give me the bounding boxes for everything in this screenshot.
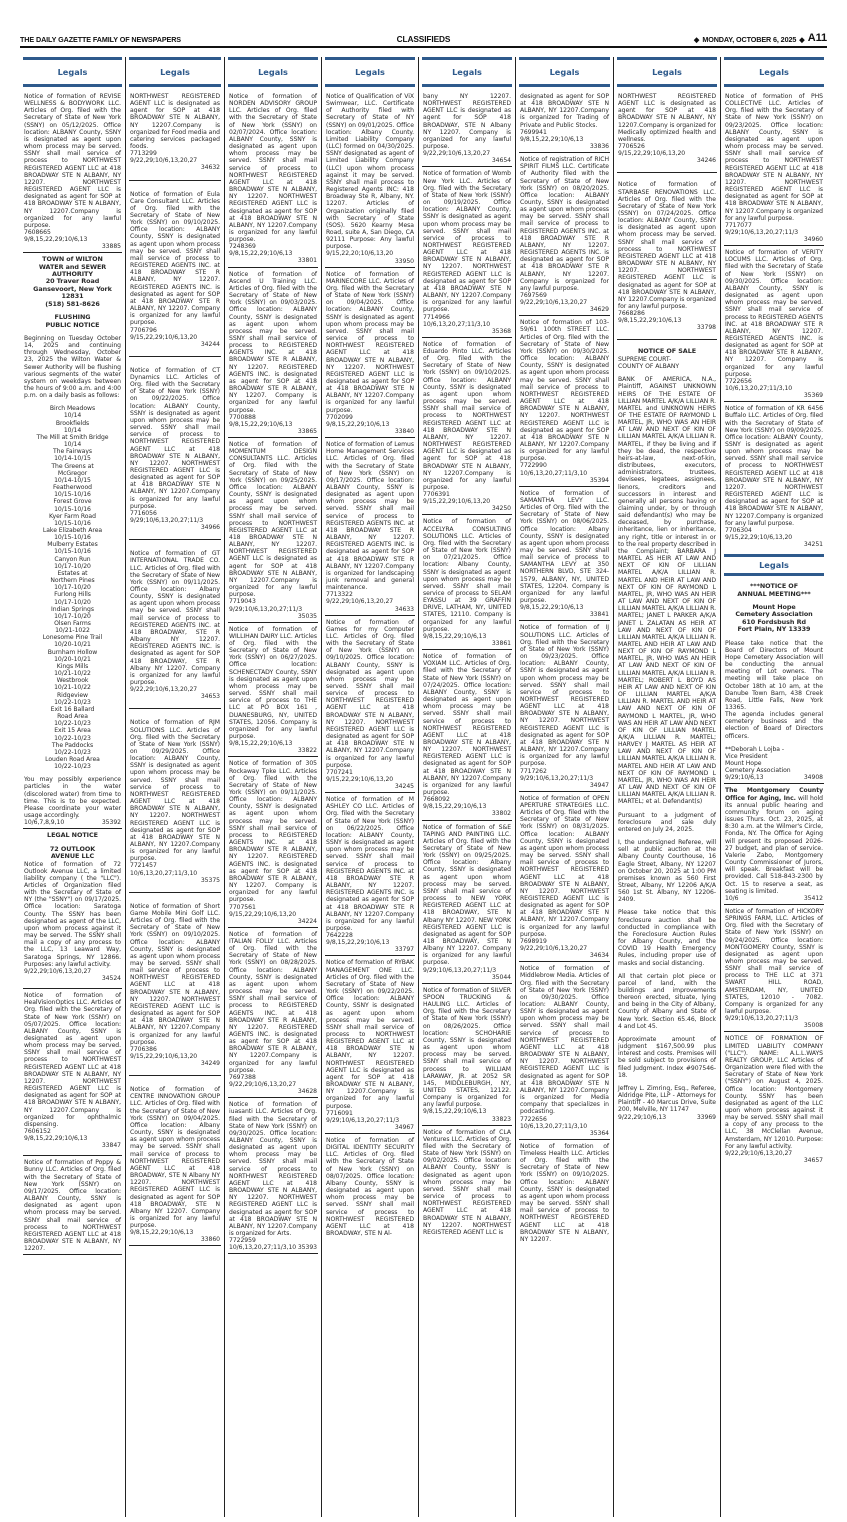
schedule-line: 10/14 (63, 412, 82, 420)
legal-notice: Notice of formation of Womb New York LLC. Articles of Org. filed with the Secretary of State of New York (SSNY) on 09/19/2025. Office location: ALBANY County, SSNY is designated as agent upon whom process may be served. SSNY shall mail service of process to NORTHWEST REGISTERED AGENT LLC at 418 BROADWAY STE N ALBANY, NY 12207. NORTHWEST REGISTERED AGENT LLC is designated as agent for SOP at 418 BROADWAY STE N ALBANY, NY 12207.Company is organized for any lawful purpose. 7714966 10/6,13,20,27;11/3,10 35368 (422, 166, 512, 336)
legal-notice: Notice of formation of Ascend U Training LLC. Articles of Org. filed with the Secretary of State of New York (SSNY) on 09/03/2025. Office location: ALBANY County, SSNY is designated as agent upon whom process may be served. SSNY shall mail service of process to REGISTERED AGENTS INC. at 418 BROADWAY STE R ALBANY, NY 12207. REGISTERED AGENTS INC. is designated as agent for SOP at 418 BROADWAY STE R ALBANY, NY 12207. Company is organized for any lawful purpose. 7700888 9/8,15,22,29;10/6,13 33865 (228, 267, 318, 437)
section-header: Legals (519, 57, 610, 87)
schedule-line: 10/21-1022 (55, 627, 90, 635)
schedule-line: Indian Springs (51, 605, 94, 613)
column-2 (125, 57, 224, 1517)
legal-notice: Notice of formation of VERITY LOCUMS LLC. Articles of Org. filed with the Secretary of State of New York (SSNY) on 09/30/2025. Office location: ALBANY County, SSNY is designated as agent upon whom process may be served. SSNY shall mail service of process to REGISTERED AGENTS INC. at 418 BROADWAY STE R ALBANY, NY 12207. REGISTERED AGENTS INC. is designated as agent for SOP at 418 BROADWAY STE R ALBANY, NY 12207. Company is organized for any lawful purpose. 7722656 10/6,13,20,27;11/3,10 35369 (724, 245, 824, 401)
legal-notice: Notice of formation of MARINECORE LLC. Articles of Org. filed with the Secretary of State of New York (SSNY) on 09/04/2025. Office location: ALBANY County, SSNY is designated as agent upon whom process may be served. SSNY shall mail service of process to NORTHWEST REGISTERED AGENT LLC at 418 BROADWAY STE N ALBANY, NY 12207. NORTHWEST REGISTERED AGENT LLC is designated as agent for SOP at 418 BROADWAY STE N ALBANY, NY 12207.Company is organized for any lawful purpose. 7702099 9/8,15,22,29;10/6,13 33840 (325, 267, 415, 437)
schedule-line: Birch Meadows (49, 405, 96, 413)
schedule-line: 10/15-10/16 (54, 519, 91, 527)
legal-notice: Notice of formation of HICKORY SPRINGS FARM, LLC. Articles of Org. filed with the Secretary of State of New York (SSNY) on 09/24/2025. Office location: MONTGOMERY County, SSNY is designated as agent upon whom process may be served. SSNY shall mail service of process to THE LLC at 371 SWART HILL ROAD, AMSTERDAM, NY, UNITED STATES, 12010 - 7082. Company is organized for any lawful purpose. 9/29;10/6,13,20,27;11/3 35008 (724, 904, 824, 1032)
schedule-line: Exit 15 Area (54, 727, 91, 735)
diamond-icon: ◆ (693, 35, 700, 44)
legal-notice: Notice of formation of REVISE WELLNESS & BODYWORK LLC. Articles of Org. filed with the Secretary of State of New York (SSNY) on 05/12/2025. Office location: ALBANY County, SSNY is designated as agent upon whom process may be served. SSNY shall mail service of process to NORTHWEST REGISTERED AGENT LLC at 418 BROADWAY STE N ALBANY, NY 12207. NORTHWEST REGISTERED AGENT LLC is designated as agent for SOP at 418 BROADWAY STE N ALBANY, NY 12207.Company is organized for any lawful purpose. 7608665 9/8,15,22,29;10/6,13 33885 (24, 93, 121, 251)
schedule-line: 10/21-10/22 (54, 684, 91, 692)
legal-notice: Notice of formation of OPEN APERTURE STRATEGIES LLC. Articles of Org. filed with the Secretary of State of New York (SSNY) on 08/31/2025. Office location: ALBANY County, SSNY is designated as agent upon whom process may be served. SSNY shall mail service of process to NORTHWEST REGISTERED AGENT LLC at 418 BROADWAY STE N ALBANY, NY 12207. NORTHWEST REGISTERED AGENT LLC is designated as agent for SOP at 418 BROADWAY STE N ALBANY, NY 12207.Company is organized for any lawful purpose. 7698919 9/22,29;10/6,13,20,27 34634 (519, 791, 610, 961)
column-4 (321, 57, 418, 1517)
schedule-line: 10/15-10/16 (54, 505, 91, 513)
schedule-line: 10/14 (63, 426, 82, 434)
page-masthead (20, 28, 827, 44)
legal-notice: Notice of formation of CLA Ventures LLC. Articles of Org. filed with the Secretary of State of New York (SSNY) on 09/02/2025. Office location: ALBANY County, SSNY is designated as agent upon whom process may be served. SSNY shall mail service of process to NORTHWEST REGISTERED AGENT LLC at 418 BROADWAY STE N ALBANY, NY 12207. NORTHWEST REGISTERED AGENT LLC is (422, 1125, 512, 1238)
schedule-line: 10/17-10/20 (54, 598, 91, 606)
column-1 (20, 57, 125, 1517)
legal-notice: Notice of formation of SAMANTHA LEVY LLC. Articles of Org. filed with the Secretary of State of New York (SSNY) on 08/06/2025. Office location: Albany County, SSNY is designated as agent upon whom process may be served. SSNY shall mail service of process to SAMANTHA LEVY at 350 NORTHERN BLVD, STE 324-1579, ALBANY, NY, UNITED STATES, 12204. Company is organized for any lawful purpose. 9/8,15,22,29;10/6,13 33841 (519, 486, 610, 621)
schedule-line: The Greens at (51, 462, 94, 470)
legal-notice: Notice of formation of HealVisionOptics LLC. Articles of Org. filed with the Secretary of State of New York (SSNY) on 05/07/2025. Office location: ALBANY County, SSNY is designated as agent upon whom process may be served. SSNY shall mail service of process to NORTHWEST REGISTERED AGENT LLC at 418 BROADWAY STE N ALBANY, NY 12207. NORTHWEST REGISTERED AGENT LLC is designated as agent for SOP at 418 BROADWAY STE N ALBANY, NY 12207.Company is organized for ophthalmic dispensing. 7606152 9/8,15,22,29;10/6,13 33847 (23, 988, 122, 1151)
legal-notice: Notice of formation of 305 Rockaway Tpke LLC. Articles of Org. filed with the Secretary of State of New York (SSNY) on 09/11/2025. Office location: ALBANY County, SSNY is designated as agent upon whom process may be served. SSNY shall mail service of process to REGISTERED AGENTS INC. at 418 BROADWAY STE R ALBANY, NY 12207. REGISTERED AGENTS INC. is designated as agent for SOP at 418 BROADWAY STE R ALBANY, NY 12207. Company is organized for any lawful purpose. 7707561 9/15,22,29;10/6,13,20 34224 (228, 756, 318, 926)
legal-notice: Notice of formation of M ASHLEY CO LLC. Articles of Org. filed with the Secretary of State of New York (SSNY) on 06/22/2025. Office location: ALBANY County, SSNY is designated as agent upon whom process may be served. SSNY shall mail service of process to REGISTERED AGENTS INC. at 418 BROADWAY STE R ALBANY, NY 12207. REGISTERED AGENTS INC. is designated as agent for SOP at 418 BROADWAY STE R ALBANY, NY 12207.Company is organized for any lawful purpose. 7642228 9/8,15,22,29;10/6,13 33797 (325, 792, 415, 955)
legal-notice-72-outlook: LEGAL NOTICE 72 OUTLOOK AVENUE LLC Notice of formation of 72 Outlook Avenue LLC, a limited liability company ( the "LLC"). Articles of Organization filed with the Secretary of State of NY (the "SSNY") on 09/17/2025. Office location: Saratoga County. The SSNY has been designated as agent of the LLC, upon whom process against it may be served. The SSNY shall mail a copy of any process to the LLC, 13 Leaward Way, Saratoga Springs, NY 12866. Purposes: any lawful activity. 9/22,29;10/6,13,20,27 34524 (23, 828, 122, 984)
schedule-line: The Fairways (52, 448, 93, 456)
legal-notice: Notice of formation of DIGITAL IDENTITY SECURITY LLC. Articles of Org. filed with the Secretary of State of New York (SSNY) on 08/07/2025. Office location: Albany County, SSNY is designated as agent upon whom process may be served. SSNY shall mail service of process to NORTHWEST REGISTERED AGENT LLC at 418 BROADWAY, STE N Al- (325, 1133, 415, 1239)
legal-notice: bany NY 12207. NORTHWEST REGISTERED AGENT LLC is designated as agent for SOP 418 BROADWAY, STE N Albany NY 12207. Company is organized for any lawful purpose. 9/22,29;10/6,13,20,27 34654 (423, 93, 511, 165)
schedule-line: 10/15-10/16 (54, 534, 91, 542)
schedule-line: Featherwood (53, 484, 92, 492)
schedule-line: 10/21-10/22 (54, 670, 91, 678)
section-header: Legals (23, 57, 122, 87)
section-title: CLASSIFIEDS (396, 34, 451, 44)
publication-name: THE DAILY GAZETTE FAMILY OF NEWSPAPERS (20, 35, 181, 44)
schedule-line: 10/15-10/16 (54, 491, 91, 499)
legal-notice: Notice of formation of PHS COLLECTIVE LLC. Articles of Org. filed with the Secretary of State of New York (SSNY) on 09/23/2025. Office location: ALBANY County, SSNY is designated as agent upon whom process may be served. SSNY shall mail service of process to NORTHWEST REGISTERED AGENT LLC at 418 BROADWAY STE N ALBANY, NY 12207. NORTHWEST REGISTERED AGENT LLC is designated as agent for SOP at 418 BROADWAY STE N ALBANY, NY 12207.Company is organized for any lawful purpose. 7717077 9/29;10/6,13,20,27;11/3 34960 (725, 93, 823, 243)
flushing-schedule (24, 405, 121, 770)
legal-notice: Notice of formation of GT INTERNATIONAL TRADE CO. LLC. Articles of Org. filed with the Secretary of State of New York (SSNY) on 09/11/2025. Office location: Albany County, SSNY is designated as agent upon whom process may be served. SSNY shall mail service of process to REGISTERED AGENTS INC. at 418 BROADWAY, STE R Albany NY 12207. REGISTERED AGENTS INC. is designated as agent for SOP 418 BROADWAY, STE R Albany NY 12207. Company is organized for any lawful purpose. 9/22,29;10/6,13,20,27 34653 (129, 539, 221, 708)
schedule-line: 10/20-10/21 (54, 641, 91, 649)
column-7 (613, 57, 720, 1517)
page-number: A11 (807, 32, 827, 44)
schedule-line: Exit 16 Ballard (50, 705, 95, 713)
legal-notice: Notice of formation of VOXIAM LLC. Articles of Org. filed with the Secretary of State of New York (SSNY) on 07/24/2025. Office location: ALBANY County, SSNY is designated as agent upon whom process may be served. SSNY shall mail service of process to NORTHWEST REGISTERED AGENT LLC at 418 BROADWAY STE N ALBANY, NY 12207. NORTHWEST REGISTERED AGENT LLC is designated as agent for SOP at 418 BROADWAY STE N ALBANY, NY 12207.Company is organized for any lawful purpose. 7668092 9/8,15,22,29;10/6,13 33802 (422, 649, 512, 819)
legal-notice: Notice of formation of Eula Care Consultant LLC. Articles of Org. filed with the Secretary of State of New York (SSNY) on 09/10/2025. Office location: ALBANY County, SSNY is designated as agent upon whom process may be served. SSNY shall mail service of process to REGISTERED AGENTS INC. at 418 BROADWAY STE R ALBANY, NY 12207. REGISTERED AGENTS INC. is designated as agent for SOP at 418 BROADWAY STE R ALBANY, NY 12207. Company is organized for any lawful purpose. 7706796 9/15,22,29;10/6,13,20 34244 (129, 180, 221, 356)
schedule-line: 10/20-10/21 (54, 655, 91, 663)
legal-notice: Notice of formation of STARBASE RENOVATIONS LLC. Articles of Org. filed with the Secretary of State of New York (SSNY) on 07/24/2025. Office location: ALBANY County, SSNY is designated as agent upon whom process may be served. SSNY shall mail service of process to NORTHWEST REGISTERED AGENT LLC at 418 BROADWAY STE N ALBANY, NY 12207. NORTHWEST REGISTERED AGENT LLC is designated as agent for SOP at 418 BROADWAY STE N ALBANY, NY 12207.Company is organized for any lawful purpose. 7668286 9/8,15,22,29;10/6,13 33798 (617, 172, 717, 339)
section-header: Legals (228, 57, 318, 87)
legal-notice: Notice of formation of IJ SOLUTIONS LLC. Articles of Org. filed with the Secretary of State of New York (SSNY) on 09/23/2025. Office location: ALBANY County, SSNY is designated as agent upon whom process may be served. SSNY shall mail service of process to NORTHWEST REGISTERED AGENT LLC at 418 BROADWAY STE N ALBANY, NY 12207. NORTHWEST REGISTERED AGENT LLC is designated as agent for SOP at 418 BROADWAY STE N ALBANY, NY 12207.Company is organized for any lawful purpose. 7717262 9/29;10/6,13,20,27;11/3 34947 (519, 620, 610, 790)
schedule-line: Kyer Farm Road (49, 512, 96, 520)
legal-notice: Notice of formation of ITALIAN FOLLY LLC. Articles of Org. filed with the Secretary of State of New York (SSNY) on 08/28/2025. Office location: ALBANY County, SSNY is designated as agent upon whom process may be served. SSNY shall mail service of process to REGISTERED AGENTS INC. at 418 BROADWAY STE R ALBANY, NY 12207. REGISTERED AGENTS INC. is designated as agent for SOP at 418 BROADWAY STE R ALBANY, NY 12207.Company is organized for any lawful purpose. 7697388 9/22,29;10/6,13,20,27 34628 (228, 927, 318, 1097)
diamond-icon: ◆ (799, 35, 805, 44)
legal-notice: designated as agent for SOP at 418 BROADWAY STE N ALBANY, NY 12207.Company is organized for Trading of Private and Public Stocks. 7699941 9/8,15,22,29;10/6,13 33836 (520, 93, 609, 150)
legal-notice: Notice of formation of Games for my Computer LLC. Articles of Org. filed with the Secretary of State of New York (SSNY) on 09/10/2025. Office location: ALBANY County, SSNY is designated as agent upon whom process may be served. SSNY shall mail service of process to NORTHWEST REGISTERED AGENT LLC at 418 BROADWAY STE N ALBANY, NY 12207. NORTHWEST REGISTERED AGENT LLC is designated as agent for SOP at 418 BROADWAY STE N ALBANY, NY 12207.Company is organized for any lawful purpose. 7707241 9/15,22,29;10/6,13,20 34245 (325, 615, 415, 793)
schedule-line: Road Area (57, 713, 88, 721)
legal-notice: Notice of formation of Lemus Home Management Services LLC. Articles of Org. filed with the Secretary of State of New York (SSNY) on 09/17/2025. Office location: ALBANY County, SSNY is designated as agent upon whom process may be served. SSNY shall mail service of process to REGISTERED AGENTS INC. at 418 BROADWAY STE R ALBANY, NY 12207. REGISTERED AGENTS INC. is designated as agent for SOP at 418 BROADWAY STE R ALBANY, NY 12207.Company is organized for landscaping junk removal and general maintenance. 7713322 9/22,29;10/6,13,20,27 34633 (325, 437, 415, 615)
column-8 (720, 57, 827, 1517)
schedule-line: Brookfields (55, 419, 90, 427)
schedule-line: Lonesome Pine Trail (42, 634, 103, 642)
column-3 (224, 57, 321, 1517)
classifieds-columns (20, 57, 827, 1517)
legal-notice: Notice of registration of RICH SPIRIT FILMS LLC. Certificate of Authority filed with the Secretary of State of New York (SSNY) on 08/20/2025. Office location: ALBANY County, SSNY is designated as agent upon whom process may be served. SSNY shall mail service of process to REGISTERED AGENTS INC. at 418 BROADWAY STE R ALBANY, NY 12207. REGISTERED AGENTS INC. is designated as agent for SOP at 418 BROADWAY STE R ALBANY, NY 12207. Company is organized for any lawful purpose. 7697569 9/22,29;10/6,13,20,27 34629 (519, 152, 610, 315)
schedule-line: Westbrook (56, 677, 89, 685)
legal-notice: NORTHWEST REGISTERED AGENT LLC is designated as agent for SOP at 418 BROADWAY STE N ALBANY, NY 12207.Company is organized for Medically optimized health and wellness. 7706526 9/15,22,29;10/6,13,20 34246 (618, 93, 716, 165)
schedule-line: 10/22-10/23 (54, 720, 91, 728)
schedule-line: Canyon Run (54, 555, 91, 563)
legal-notice: Notice of formation of iuasanti LLC. Articles of Org. filed with the Secretary of State of New York (SSNY) on 09/30/2025. Office location: ALBANY County, SSNY is designated as agent upon whom process may be served. SSNY shall mail service of process to NORTHWEST REGISTERED AGENT LLC at 418 BROADWAY STE N ALBANY, NY 12207. NORTHWEST REGISTERED AGENT LLC is designated as agent for SOP at 418 BROADWAY STE N ALBANY, NY 12207.Company is organized for Arts. 7722959 10/6,13,20,27;11/3,10 35393 (228, 1097, 318, 1254)
issue-date: MONDAY, OCTOBER 6, 2025 (702, 35, 797, 44)
schedule-line: 10/22-10/23 (54, 734, 91, 742)
schedule-line: 10/15-10/16 (54, 548, 91, 556)
legal-notice: NORTHWEST REGISTERED AGENT LLC is designated as agent for SOP at 418 BROADWAY STE N ALBANY, NY 12207.Company is organized for Food media and catering services packaged foods. 7713299 9/22,29;10/6,13,20,27 34632 (130, 93, 220, 172)
column-6 (515, 57, 613, 1517)
schedule-line: Forest Grove (53, 498, 92, 506)
legal-notice: Notice of Qualification of ViX Swimwear, LLC. Certificate of Authority filed with Secretary of State of NY (SSNY) on 09/01/2025. Office location: Albany County. Limited Liability Company (LLC) formed on 04/30/2025. SSNY designated as agent of Limited Liability Company (LLC) upon whom process against it may be served. SSNY shall mail process to Registered Agents INC: 418 Broadway Ste R, Albany, NY. 12207. Articles of Organization originally filed with Secretary of State (SOS). 5620 Kearny Mesa Road, suite A, San Diego, CA 92111 Purpose: Any lawful purpose. 9/15,22,20;10/6,13,20 33950 (326, 93, 414, 265)
notice-subheading: FLUSHING PUBLIC NOTICE (45, 313, 100, 329)
schedule-line: Lake Elizabeth Area (42, 526, 103, 534)
column-5 (418, 57, 515, 1517)
legal-notice: Notice of formation of NORDEN ADVISORY GROUP LLC. Articles of Org. filed with the Secretary of State of New York (SSNY) on 02/07/2024. Office location: ALBANY County, SSNY is designated as agent upon whom process may be served. SSNY shall mail service of process to NORTHWEST REGISTERED AGENT LLC at 418 BROADWAY STE N ALBANY, NY 12207. NORTHWEST REGISTERED AGENT LLC is designated as agent for SOP at 418 BROADWAY STE N ALBANY, NY 12207.Company is organized for any lawful purpose. 7248369 9/8,15,22,29;10/6,13 33801 (229, 93, 317, 265)
schedule-line: Northern Pines (50, 577, 95, 585)
schedule-line: 10/14-10/15 (54, 455, 91, 463)
section-header: Legals (724, 554, 824, 576)
section-header: Legals (422, 57, 512, 87)
legal-notice-wilton-flushing: TOWN of WILTON WATER and SEWER AUTHORITY 20 Traver Road Gansevoort, New York 12831 (518) 581-8626 FLUSHING PUBLIC NOTICE Beginning on Tuesday October 14, 2025 and continuing through Wednesday, October 23, 2025 the Wilton Water & Sewer Authority will be flushing various segments of the water system on weekdays between the hours of 9:00 a.m. and 4:00 p.m. on a daily basis as follows: Birch Meadows 10/14 Brookfields 10/14 The Mill at Smith Bridge 10/14 The Fairways 10/14-10/15 The Greens at McGregor 10/14-10/15 Featherwood 10/15-10/16 Forest Grove 10/15-10/16 Kyer Farm Road 10/15-10/16 Lake Elizabeth Area 10/15-10/16 Mulberry Estates 10/15-10/16 Canyon Run 10/17-10/20 Estates at Northern Pines 10/17-10/20 Furlong Hills 10/17-10/20 Indian Springs 10/17-10/20 Olsen Farms 10/21-1022 Lonesome Pine Trail 10/20-10/21 Burnham Hollow 10/20-10/21 Kings Mills 10/21-10/22 Westbrook 10/21-10/22 Ridgeview 10/22-10/23 Exit 16 Ballard Road Area 10/22-10/23 Exit 15 Area 10/22-10/23 The Paddocks 10/22-10/23 Louden Road Area 10/22-10/23 You may possibly experience particles in the water (discolored water) from time to time. This is to be expected. Please coordinate your water usage accordingly. 10/6,7,8,9,10 35392 (23, 252, 122, 828)
legal-notice: Notice of formation of ACCELYRA CONSULTING SOLUTIONS LLC. Articles of Org. filed with the Secretary of State of New York (SSNY) on 07/21/2025. Office location: Albany County, SSNY is designated as agent upon whom process may be served. SSNY shall mail service of process to SELAM EYASSU at 39 GRAFFIN DRIVE, LATHAM, NY, UNITED STATES, 12110. Company is organized for any lawful purpose. 9/8,15,22,29;10/6,13 33861 (422, 514, 512, 649)
schedule-line: Louden Road Area (45, 755, 100, 763)
schedule-line: 10/17-10/20 (54, 584, 91, 592)
schedule-line: Kings Mills (56, 662, 89, 670)
legal-notice: Notice of formation of MOMENTUM DESIGN CONSULTANTS LLC. Articles of Org. filed with the Secretary of State of New York (SSNY) on 09/25/2025. Office location: ALBANY County, SSNY is designated as agent upon whom process may be served. SSNY shall mail service of process to NORTHWEST REGISTERED AGENT LLC at 418 BROADWAY STE N ALBANY, NY 12207. NORTHWEST REGISTERED AGENT LLC is designated as agent for SOP at 418 BROADWAY STE N ALBANY, NY 12207.Company is organized for any lawful purpose. 7719043 9/29;10/6,13,20,27;11/3 35035 (228, 437, 318, 622)
legal-notice: Notice of formation of CENTRE INNOVATION GROUP LLC. Articles of Org. filed with the Secretary of State of New York (SSNY) on 09/04/2025. Office location: Albany County, SSNY is designated as agent upon whom process may be served. SSNY shall mail service of process to NORTHWEST REGISTERED AGENT LLC at 418 BROADWAY, STE N Albany NY 12207. NORTHWEST REGISTERED AGENT LLC is designated as agent for SOP 418 BROADWAY, STE N Albany NY 12207. Company is organized for any lawful purpose. 9/8,15,22,29;10/6,13 33860 (129, 1075, 221, 1246)
schedule-line: 10/17-10/20 (54, 562, 91, 570)
legal-notice: Notice of formation of KR 6456 Buffalo LLC. Articles of Org. filed with the Secretary of State of New York (SSNY) on 09/09/2025. Office location: ALBANY County, SSNY is designated as agent upon whom process may be served. SSNY shall mail service of process to NORTHWEST REGISTERED AGENT LLC at 418 BROADWAY STE N ALBANY, NY 12207. NORTHWEST REGISTERED AGENT LLC is designated as agent for SOP at 418 BROADWAY STE N ALBANY, NY 12207.Company is organized for any lawful purpose. 7706304 9/15,22,29;10/6,13,20 34251 (724, 401, 824, 550)
section-header: Legals (617, 57, 717, 87)
schedule-line: Ridgeview (57, 691, 88, 699)
notice-of-sale-title: NOTICE OF SALE (637, 347, 697, 356)
legal-notice: Notice of formation of SILVER SPOON TRUCKING & HAULING LLC. Articles of Org. filed with the Secretary of State of New York (SSNY) on 08/26/2025. Office location: SCHOHARIE County, SSNY is designated as agent upon whom process may be served. SSNY shall mail service of process to WILLIAM LARAWAY, JR. at 2052 SR 145, MIDDLEBURGH, NY, UNITED STATES, 12122. Company is organized for any lawful purpose. 9/8,15,22,29;10/6,13 33823 (422, 983, 512, 1125)
schedule-line: Furlong Hills (54, 591, 91, 599)
legal-notice: Notice of formation of Eduardo Pinto LLC. Articles of Org. filed with the Secretary of State of New York (SSNY) on 09/10/2025. Office location: ALBANY County, SSNY is designated as agent upon whom process may be served. SSNY shall mail service of process to NORTHWEST REGISTERED AGENT LLC at 418 BROADWAY STE N ALBANY, NY 12207. NORTHWEST REGISTERED AGENT LLC is designated as agent for SOP at 418 BROADWAY STE N ALBANY, NY 12207.Company is organized for any lawful purpose. 7706391 9/15,22,29;10/6,13,20 34250 (422, 337, 512, 515)
notice-of-sale: NOTICE OF SALE SUPREME COURT- COUNTY OF ALBANY BANK OF AMERICA, N.A., Plaintiff, AGAINST UNKNOWN HEIRS OF THE ESTATE OF LILLIAN MARTEL A/K/A LILLIAN R. MARTEL and UNKNOWN HEIRS OF THE ESTATE OF RAYMOND L MARTEL, JR, WHO WAS AN HEIR AT LAW AND NEXT OF KIN OF LILLIAN MARTEL A/K/A LILLIAN R. MARTEL, if they be living and if they be dead, the respective heirs-at-law, next-of-kin, distributees, executors, administrators, trustees, devisees, legatees, assignees, lienors, creditors and successors in interest and generally all persons having or claiming under, by or through said defendant(s) who may be deceased, by purchase, inheritance, lien or inheritance, any right, title or interest in or to the real property described in the Complaint; BARBARA J MARTEL AS HEIR AT LAW AND NEXT OF KIN OF LILLIAN MARTEL A/K/A LILLIAN R. MARTEL AND HEIR AT LAW AND NEXT OF KIN OF RAYMOND L MARTEL, JR, WHO WAS AN HEIR AT LAW AND NEXT OF KIN OF LILLIAN MARTEL A/K/A LILLIAN R. MARTEL; JANET L PARKER A/K/A JANET L ZALATAN AS HEIR AT LAW AND NEXT OF KIN OF LILLIAN MARTEL A/K/A LILLIAN R. MARTEL AND HEIR AT LAW AND NEXT OF KIN OF RAYMOND L MARTEL, JR, WHO WAS AN HEIR AT LAW AND NEXT OF KIN OF LILLIAN MARTEL A/K/A LILLIAN R. MARTEL; ROBERT L BOYD AS HEIR AT LAW AND NEXT OF KIN OF LILLIAN MARTEL A/K/A LILLIAN R. MARTEL AND HEIR AT LAW AND NEXT OF KIN OF RAYMOND L MARTEL, JR, WHO WAS AN HEIR AT LAW AND NEXT OF KIN OF LILLIAN MARTEL A/K/A LILLIAN R. MARTEL; HARVEY J MARTEL AS HEIR AT LAW AND NEXT OF KIN OF LILLIAN MARTEL A/K/A LILLIAN R. MARTEL AND HEIR AT LAW AND NEXT OF KIN OF RAYMOND L MARTEL, JR, WHO WAS AN HEIR AT LAW AND NEXT OF KIN OF LILLIAN MARTEL A/K/A LILLIAN R. MARTEL; et al. Defendant(s) Pursuant to a judgment of foreclosure and sale duly entered on July 24, 2025. I, the undersigned Referee, will sell at public auction at the Albany County Courthouse, 16 Eagle Street, Albany, NY 12207 on October 20, 2025 at 1:00 PM premises known as 560 First Street, Albany, NY 12206 A/K/A 560 1st St. Albany, NY 12206-2409. Please take notice that this foreclosure auction shall be conducted in compliance with the Foreclosure Auction Rules for Albany County, and the COVID 19 Health Emergency Rules, including proper use of masks and social distancing. All that certain plot piece or parcel of land, with the buildings and improvements thereon erected, situate, lying and being in the City of Albany, County of Albany and State of New York. Section 65.46, Block 4 and Lot 45. Approximate amount of judgment $167,500.99 plus interest and costs. Premises will be sold subject to provisions of filed Judgment. Index #907546-18. Jeffrey L. Zimring, Esq., Referee, Aldridge Pite, LLP - Attorneys for Plaintiff - 40 Marcus Drive, Suite 200, Melville, NY 11747 9/22,29;10/6,13 33969 (617, 339, 717, 1122)
legal-notice: Notice of formation of RJM SOLUTIONS LLC. Articles of Org. filed with the Secretary of State of New York (SSNY) on 09/29/2025. Office location: ALBANY County, SSNY is designated as agent upon whom process may be served. SSNY shall mail service of process to NORTHWEST REGISTERED AGENT LLC at 418 BROADWAY STE N ALBANY, NY 12207. NORTHWEST REGISTERED AGENT LLC is designated as agent for SOP at 418 BROADWAY STE N ALBANY, NY 12207.Company is organized for any lawful purpose. 7721457 10/6,13,20,27;11/3,10 35375 (129, 708, 221, 891)
office-for-aging-notice: The Montgomery County Office for Aging, Inc. will hold its annual public hearing and community forum on aging issues Thurs. Oct. 23, 2025, at 8:30 a.m. at the Wilmer's Circle, Fonda, NY. The Office for Aging will present its proposed 2026-27 budget, and plan of service. Valerie Zabo, Montgomery County Commissioner of Jurors, will speak. Breakfast will be provided. Call 518-843-2300 by Oct. 15 to reserve a seat, as seating is limited. 10/6 35412 (724, 783, 824, 903)
legal-notice: NOTICE OF FORMATION OF LIMITED LIABILITY COMPANY ("LLC"). NAME: A.L.L.WAYS REALTY GROUP, LLC Articles of Organization were filed with the Secretary of State of New York ("SSNY") on August 4, 2025. Office location: Montgomery County. SSNY has been designated as agent of the LLC upon whom process against it may be served. SSNY shall mail a copy of any process to the LLC, 38 McClellan Avenue, Amsterdam, NY 12010. Purpose: For any lawful activity. 9/22,29;10/6,13,20,27 34657 (724, 1031, 824, 1166)
annual-meeting-notice: ***NOTICE OF ANNUAL MEETING*** Mount Hope Cemetery Association 610 Fordsbush Rd Fort Plain, NY 13339 Please take notice that the Board of Directors of Mount Hope Cemetery Association will be conducting the annual meeting of Lot owners. The meeting will take place on October 18th at 10 am, at the Danube Town Barn, 438 Creek Road, Little Falls, New York 13365. The agenda includes general cemetery business and the election of Board of Directors officers. **Deborah L Lojba - Vice President Mount Hope Cemetery Association 9/29;10/6,13 34908 (725, 582, 823, 782)
schedule-line: The Mill at Smith Bridge (36, 433, 109, 441)
legal-notice: Notice of formation of S&E TAPING AND PAINTING LLC. Articles of Org. filed with the Secretary of State of New York (SSNY) on 09/25/2025. Office location: Albany County, SSNY is designated as agent upon whom process may be served. SSNY shall mail service of process to NEW YORK REGISTERED AGENT LLC at 418 BROADWAY, STE N Albany NY 12207. NEW YORK REGISTERED AGENT LLC is designated as agent for SOP 418 BROADWAY, STE N Albany NY 12207. Company is organized for any lawful purpose. 9/29;10/6,13,20,27;11/3 35044 (422, 820, 512, 983)
legal-notice: Notice of formation of Timeless Health LLC. Articles of Org. filed with the Secretary of State of New York (SSNY) on 09/10/2025. Office location: ALBANY County, SSNY is designated as agent upon whom process may be served. SSNY shall mail service of process to NORTHWEST REGISTERED AGENT LLC at 418 BROADWAY STE N ALBANY, NY 12207. (519, 1139, 610, 1245)
section-header: Legals (129, 57, 221, 87)
section-header: Legals (724, 57, 824, 87)
legal-notice: Notice of formation of WILLIHAN DAIRY LLC. Articles of Org. filed with the Secretary of State of New York (SSNY) on 06/27/2025. Office location: SCHENECTADY County, SSNY is designated as agent upon whom process may be served. SSNY shall mail service of process to THE LLC at PO BOX 161 , DUANESBURG, NY, UNITED STATES, 12056. Company is organized for any lawful purpose. 9/8,15,22,29;10/6,13 33822 (228, 622, 318, 757)
schedule-line: 10/14 (63, 441, 82, 449)
legal-notice: Notice of formation of RYBAK MANAGEMENT ONE LLC. Articles of Org. filed with the Secretary of State of New York (SSNY) on 09/22/2025. Office location: ALBANY County, SSNY is designated as agent upon whom process may be served. SSNY shall mail service of process to NORTHWEST REGISTERED AGENT LLC at 418 BROADWAY STE N ALBANY, NY 12207. NORTHWEST REGISTERED AGENT LLC is designated as agent for SOP at 418 BROADWAY STE N ALBANY, NY 12207.Company is organized for any lawful purpose. 7716091 9/29;10/6,13,20,27;11/3 34967 (325, 955, 415, 1133)
masthead-rule (20, 46, 827, 48)
schedule-line: Estates at (57, 569, 88, 577)
schedule-line: 10/22-10/23 (54, 748, 91, 756)
legal-notice: Notice of formation of Poppy & Bunny LLC. Articles of Org. filed with the Secretary of State of New York (SSNY) on 09/17/2025. Office location: ALBANY County, SSNY is designated as agent upon whom process may be served. SSNY shall mail service of process to NORTHWEST REGISTERED AGENT LLC at 418 BROADWAY STE N ALBANY, NY 12207. (23, 1155, 122, 1255)
schedule-line: 10/14-10/15 (54, 476, 91, 484)
legal-notice: Notice of formation of Short Game Mobile Mini Golf LLC. Articles of Org. filed with the Secretary of State of New York (SSNY) on 09/10/2025. Office location: ALBANY County, SSNY is designated as agent upon whom process may be served. SSNY shall mail service of process to NORTHWEST REGISTERED AGENT LLC at 418 BROADWAY STE N ALBANY, NY 12207. NORTHWEST REGISTERED AGENT LLC is designated as agent for SOP at 418 BROADWAY STE N ALBANY, NY 12207.Company is organized for any lawful purpose. 7706386 9/15,22,29;10/6,13,20 34249 (129, 892, 221, 1075)
schedule-line: 10/17-10/20 (54, 612, 91, 620)
notice-heading: TOWN of WILTON WATER and SEWER AUTHORITY 20 Traver Road Gansevoort, New York 12831 (518) 581-8626 (33, 255, 112, 308)
schedule-line: The Paddocks (51, 741, 94, 749)
legal-notice: Notice of formation of Middlebrow Media. Articles of Org. filed with the Secretary of State of New York (SSNY) on 09/30/2025. Office location: ALBANY County, SSNY is designated as agent upon whom process may be served. SSNY shall mail service of process to NORTHWEST REGISTERED AGENT LLC at 418 BROADWAY STE N ALBANY, NY 12207. NORTHWEST REGISTERED AGENT LLC is designated as agent for SOP at 418 BROADWAY STE N ALBANY, NY 12207.Company is organized for Media company that specializes in podcasting. 7722656 10/6,13,20,27;11/3,10 35364 (519, 961, 610, 1139)
legal-notice: Notice of formation of CT Dynamics LLC. Articles of Org. filed with the Secretary of State of New York (SSNY) on 09/22/2025. Office location: ALBANY County, SSNY is designated as agent upon whom process may be served. SSNY shall mail service of process to NORTHWEST REGISTERED AGENT LLC at 418 BROADWAY STE N ALBANY, NY 12207. NORTHWEST REGISTERED AGENT LLC is designated as agent for SOP at 418 BROADWAY STE N ALBANY, NY 12207.Company is organized for any lawful purpose. 7716056 9/29;10/6,13,20,27;11/3 34966 (129, 356, 221, 539)
section-header: Legals (325, 57, 415, 87)
schedule-line: 10/22-10/23 (54, 698, 91, 706)
legal-notice: Notice of formation of 103-59/61 100th STREET LLC. Articles of Org. filed with the Secretary of State of New York (SSNY) on 09/30/2025. Office location: ALBANY County, SSNY is designated as agent upon whom process may be served. SSNY shall mail service of process to NORTHWEST REGISTERED AGENT LLC at 418 BROADWAY STE N ALBANY, NY 12207. NORTHWEST REGISTERED AGENT LLC is designated as agent for SOP at 418 BROADWAY STE N ALBANY, NY 12207.Company is organized for any lawful purpose. 7722990 10/6,13,20,27;11/3,10 35394 (519, 315, 610, 485)
schedule-line: McGregor (57, 469, 88, 477)
schedule-line: 10/22-10/23 (54, 763, 91, 771)
schedule-line: Mulberry Estates (47, 541, 98, 549)
schedule-line: Burnham Hollow (47, 648, 98, 656)
schedule-line: Olsen Farms (54, 620, 91, 627)
